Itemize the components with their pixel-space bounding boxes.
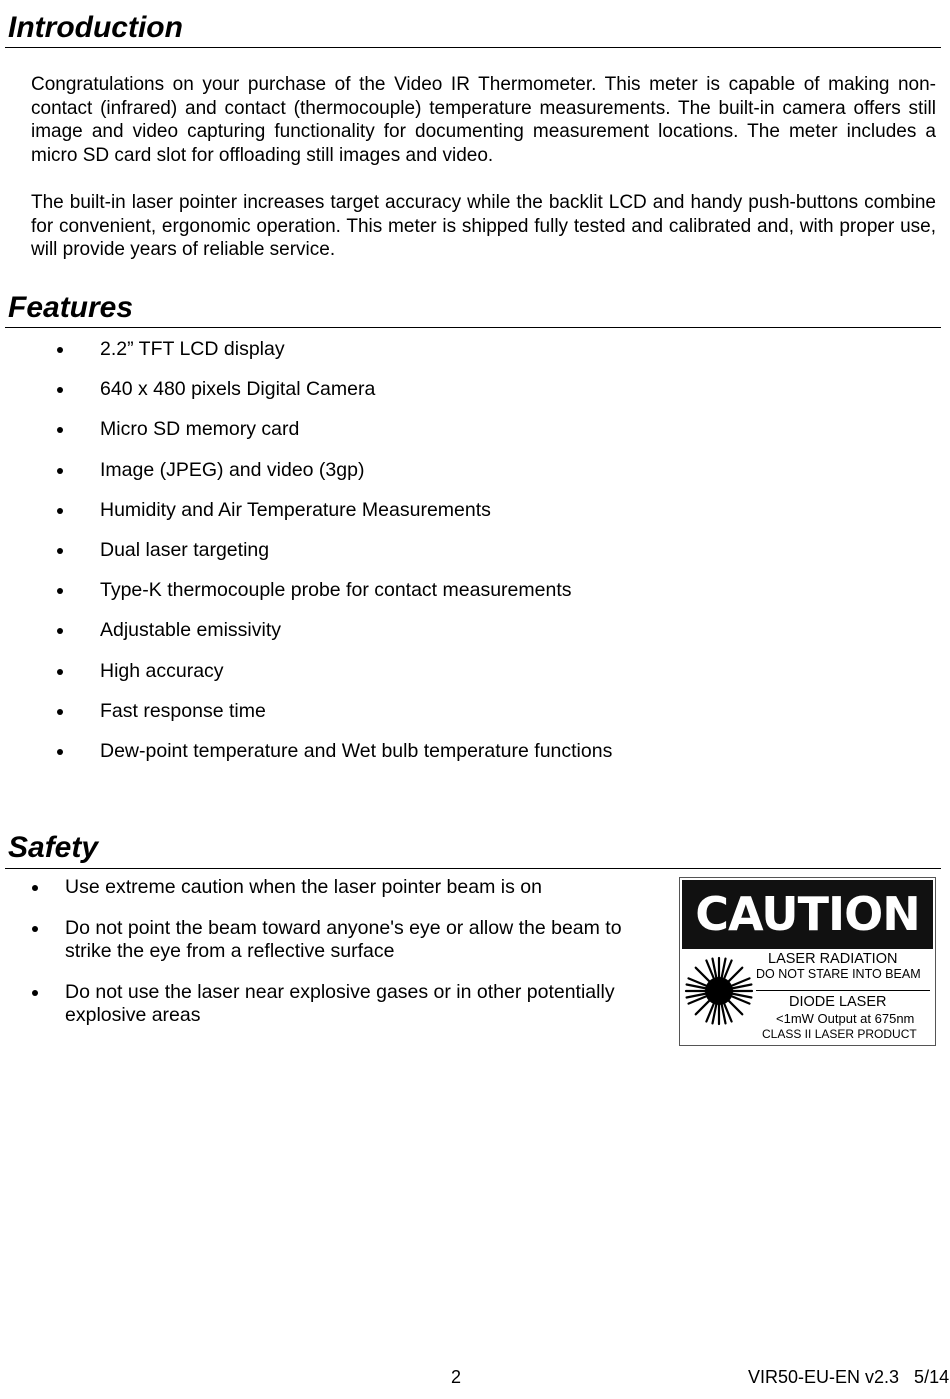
introduction-paragraph-1: Congratulations on your purchase of the Video IR Thermometer. This meter is capable of making non-contact (infrared) and contact (thermocouple) temperature measurements. The built-in camera offers still image and video capturing functionality for documenting measurement locations. The meter includes a micro SD card slot for offloading still images and video. bbox=[31, 74, 936, 166]
features-list bbox=[100, 338, 900, 780]
list-item bbox=[100, 660, 900, 700]
bullet-icon bbox=[57, 588, 63, 594]
list-item bbox=[100, 539, 900, 579]
list-item bbox=[100, 700, 900, 740]
bullet-icon bbox=[57, 749, 63, 755]
feature-text: Type-K thermocouple probe for contact measurements bbox=[100, 579, 572, 602]
feature-text: Dew-point temperature and Wet bulb temperature functions bbox=[100, 739, 613, 762]
list-item bbox=[100, 499, 900, 539]
introduction-title: Introduction bbox=[8, 11, 183, 44]
caution-line-do-not-stare: DO NOT STARE INTO BEAM bbox=[756, 967, 921, 981]
list-item bbox=[100, 378, 900, 418]
caution-line-class: CLASS II LASER PRODUCT bbox=[762, 1027, 917, 1041]
list-item bbox=[100, 740, 900, 780]
list-item bbox=[65, 876, 665, 900]
bullet-icon bbox=[57, 669, 63, 675]
feature-text: 2.2” TFT LCD display bbox=[100, 338, 285, 360]
feature-text: Fast response time bbox=[100, 699, 266, 722]
safety-text: Do not point the beam toward anyone's eye or allow the beam to strike the eye from a reflective surface bbox=[65, 916, 622, 962]
safety-list bbox=[65, 876, 665, 1045]
list-item bbox=[100, 338, 900, 378]
list-item bbox=[65, 981, 665, 1028]
bullet-icon bbox=[57, 347, 63, 353]
bullet-icon bbox=[57, 427, 63, 433]
laser-starburst-icon bbox=[684, 956, 754, 1026]
list-item bbox=[65, 917, 665, 964]
caution-line-diode-laser: DIODE LASER bbox=[789, 994, 887, 1010]
safety-text: Use extreme caution when the laser pointer beam is on bbox=[65, 876, 542, 898]
page-number: 2 bbox=[451, 1367, 462, 1387]
list-item bbox=[100, 459, 900, 499]
bullet-icon bbox=[57, 548, 63, 554]
feature-text: Humidity and Air Temperature Measurements bbox=[100, 498, 491, 521]
caution-divider bbox=[756, 990, 930, 991]
feature-text: Dual laser targeting bbox=[100, 538, 270, 561]
safety-text: Do not use the laser near explosive gases or in other potentially explosive areas bbox=[65, 980, 615, 1026]
caution-label bbox=[679, 877, 936, 1046]
feature-text: High accuracy bbox=[100, 659, 224, 682]
bullet-icon bbox=[57, 508, 63, 514]
safety-rule bbox=[5, 868, 941, 869]
list-item bbox=[100, 579, 900, 619]
document-id: VIR50-EU-EN v2.3 5/14 bbox=[748, 1367, 950, 1387]
bullet-icon bbox=[32, 990, 38, 996]
feature-text: 640 x 480 pixels Digital Camera bbox=[100, 378, 376, 401]
introduction-paragraph-2: The built-in laser pointer increases target accuracy while the backlit LCD and handy push-buttons combine for convenient, ergonomic operation. This meter is shipped fully tested and calibrated and, with proper use, will provide years of reliable service. bbox=[31, 192, 936, 260]
list-item bbox=[100, 619, 900, 659]
caution-header: CAUTION bbox=[682, 880, 933, 949]
introduction-rule bbox=[5, 47, 941, 48]
features-title: Features bbox=[8, 291, 134, 324]
bullet-icon bbox=[57, 709, 63, 715]
caution-line-laser-radiation: LASER RADIATION bbox=[768, 951, 898, 967]
bullet-icon bbox=[57, 387, 63, 393]
bullet-icon bbox=[57, 468, 63, 474]
features-rule bbox=[5, 327, 941, 328]
safety-title: Safety bbox=[8, 831, 99, 864]
bullet-icon bbox=[32, 926, 38, 932]
feature-text: Image (JPEG) and video (3gp) bbox=[100, 458, 365, 481]
list-item bbox=[100, 418, 900, 458]
bullet-icon bbox=[32, 885, 38, 891]
bullet-icon bbox=[57, 628, 63, 634]
caution-line-output: <1mW Output at 675nm bbox=[776, 1011, 915, 1026]
feature-text: Adjustable emissivity bbox=[100, 619, 281, 642]
feature-text: Micro SD memory card bbox=[100, 418, 300, 441]
